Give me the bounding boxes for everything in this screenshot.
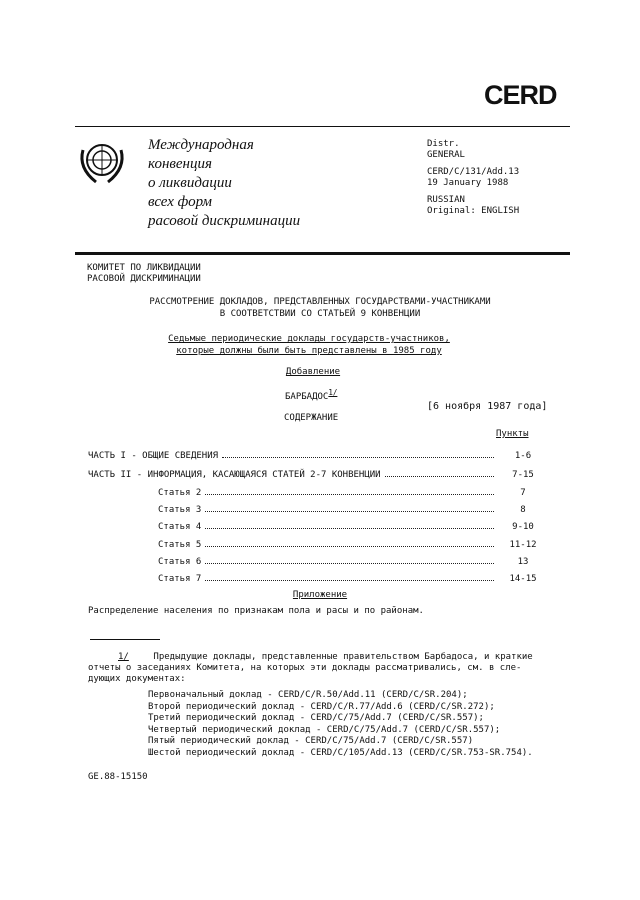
org-line: Международная [148, 137, 254, 153]
toc-paragraphs: 7 [520, 488, 526, 498]
org-line: конвенция [148, 156, 212, 172]
reference-item: Четвертый периодический доклад - CERD/C/75/Add.7 (CERD/C/SR.557); [148, 724, 501, 735]
toc-row [158, 540, 548, 550]
country: БАРБАДОС [285, 392, 329, 402]
toc-leader [222, 451, 494, 458]
committee-name [87, 263, 201, 285]
top-rule [75, 126, 570, 127]
footnote-line: Предыдущие доклады, представленные правительством Барбадоса, и краткие [153, 652, 533, 662]
toc-row [158, 522, 548, 532]
toc-row [158, 557, 548, 567]
toc-paragraphs: 14-15 [509, 574, 537, 584]
reference-item: Первоначальный доклад - CERD/C/R.50/Add.11 (CERD/C/SR.204); [148, 690, 468, 700]
committee-line: РАСОВОЙ ДИСКРИМИНАЦИИ [87, 274, 201, 284]
org-line: расовой дискриминации [148, 213, 301, 229]
subheading-line: Седьмые периодические доклады государств-участников, [168, 334, 450, 344]
convention-title [148, 136, 300, 231]
annex-text: Распределение населения по признакам пола и расы и по районам. [88, 606, 424, 616]
reference-item: Второй периодический доклад - CERD/C/R.77/Add.6 (CERD/C/SR.272); [148, 701, 495, 712]
toc-row [158, 574, 548, 584]
doc-meta [427, 139, 519, 217]
footnote [88, 652, 533, 685]
toc-leader [205, 540, 494, 547]
toc-paragraphs: 1-6 [514, 451, 532, 461]
report-date: [6 ноября 1987 года] [427, 401, 548, 412]
toc-paragraphs: 13 [517, 557, 529, 567]
toc-label: Статья 5 [158, 540, 202, 550]
toc-label: ЧАСТЬ I - ОБЩИЕ СВЕДЕНИЯ [88, 451, 219, 461]
subheading-line: которые должны были быть представлены в 1985 году [176, 346, 442, 356]
toc-paragraphs: 8 [520, 505, 526, 515]
contents-heading: СОДЕРЖАНИЕ [284, 413, 339, 423]
toc-row [88, 470, 548, 480]
toc-label: Статья 3 [158, 505, 202, 515]
distr: Distr. [427, 139, 460, 149]
toc-label: Статья 7 [158, 574, 202, 584]
addendum-label: Добавление [285, 367, 341, 377]
distribution: GENERAL [427, 150, 465, 160]
toc-row [88, 451, 548, 461]
footnote-line: дующих документах: [88, 674, 186, 684]
committee-line: КОМИТЕТ ПО ЛИКВИДАЦИИ [87, 263, 201, 273]
language: RUSSIAN [427, 195, 465, 205]
toc-paragraphs: 7-15 [512, 470, 534, 480]
toc-label: Статья 6 [158, 557, 202, 567]
toc-leader [205, 488, 494, 495]
header-rule [75, 252, 570, 255]
footnote-ref[interactable]: 1/ [328, 388, 338, 397]
original-language: Original: ENGLISH [427, 206, 520, 216]
heading-line: РАССМОТРЕНИЕ ДОКЛАДОВ, ПРЕДСТАВЛЕННЫХ ГОСУДАРСТВАМИ-УЧАСТНИКАМИ [149, 297, 491, 307]
toc-leader [205, 557, 494, 564]
org-line: о ликвидации [148, 175, 232, 191]
cerd-logo: CERD [484, 80, 557, 110]
footnote-rule [90, 639, 160, 640]
reference-item: Шестой периодический доклад - CERD/C/105/Add.13 (CERD/C/SR.753-SR.754). [148, 747, 533, 758]
toc-paragraphs: 11-12 [509, 540, 537, 550]
reference-item: Пятый периодический доклад - CERD/C/75/Add.7 (CERD/C/SR.557) [148, 736, 474, 746]
reference-list [148, 690, 533, 759]
un-emblem-icon [76, 138, 128, 186]
toc-leader [385, 470, 494, 477]
agenda-heading [0, 296, 640, 320]
toc-row [158, 505, 548, 515]
annex-title: Приложение [292, 590, 348, 600]
toc-leader [205, 505, 494, 512]
toc-label: Статья 4 [158, 522, 202, 532]
toc-paragraphs: 9-10 [512, 522, 534, 532]
doc-date: 19 January 1988 [427, 178, 509, 188]
paragraphs-label: Пункты [496, 429, 529, 439]
footnote-mark: 1/ [118, 652, 129, 662]
toc-label: ЧАСТЬ II - ИНФОРМАЦИЯ, КАСАЮЩАЯСЯ СТАТЕЙ 2-7 КОНВЕНЦИИ [88, 470, 381, 480]
footnote-line: отчеты о заседаниях Комитета, на которых эти доклады рассматривались, см. в сле- [88, 663, 522, 673]
org-line: всех форм [148, 194, 212, 210]
subheading [0, 333, 618, 357]
toc-label: Статья 2 [158, 488, 202, 498]
country-title [285, 388, 337, 402]
toc-row [158, 488, 548, 498]
job-number: GE.88-15150 [88, 772, 148, 782]
toc-leader [205, 522, 494, 529]
reference-item: Третий периодический доклад - CERD/C/75/Add.7 (CERD/C/SR.557); [148, 713, 484, 723]
toc-leader [205, 574, 494, 581]
heading-line: В СООТВЕТСТВИИ СО СТАТЬЕЙ 9 КОНВЕНЦИИ [219, 309, 421, 319]
doc-symbol: CERD/C/131/Add.13 [427, 167, 520, 177]
